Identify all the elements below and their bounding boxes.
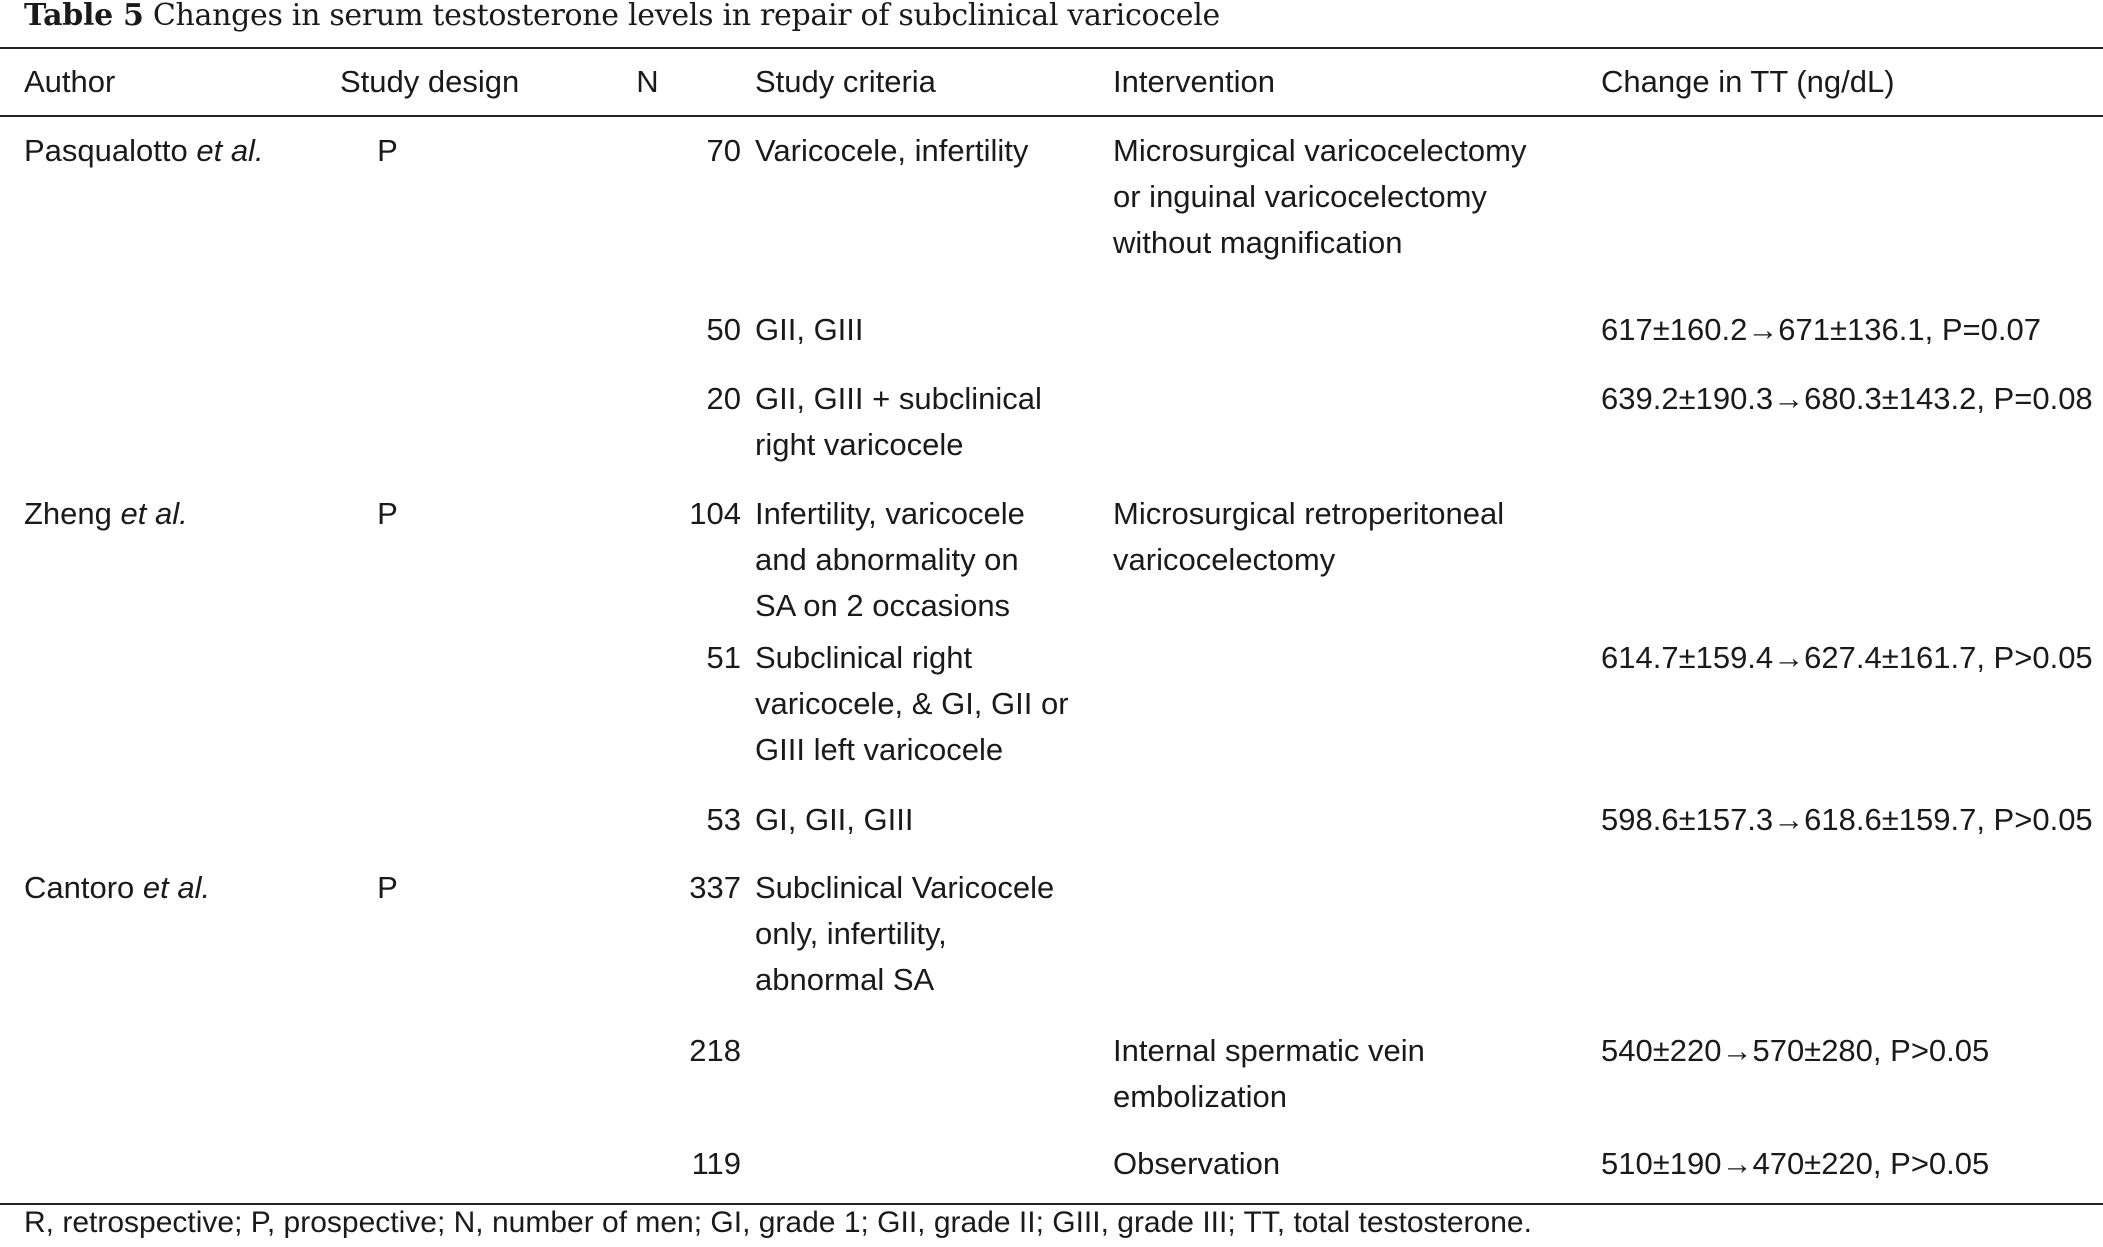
cell-design (340, 635, 585, 797)
cell-intervention: Microsurgical retroperitoneal varicocelectomy (1113, 496, 1505, 577)
table-row (0, 635, 2103, 797)
cell-intervention (1113, 635, 1601, 797)
header-row (0, 48, 2103, 116)
cell-change: 617±160.2→671±136.1, P=0.07 (1601, 312, 2041, 347)
cell-intervention: Internal spermatic vein embolization (1113, 1033, 1425, 1114)
cell-criteria (755, 1141, 1113, 1204)
table-row (0, 865, 2103, 1028)
cell-criteria: GII, GIII + subclinical right varicocele (755, 381, 1042, 462)
cell-criteria: Subclinical right varicocele, & GI, GII or GIII left varicocele (755, 640, 1069, 767)
cell-author (0, 287, 340, 356)
table-footnote: R, retrospective; P, prospective; N, number of men; GI, grade 1; GII, grade II; GIII, grade III; TT, total testosterone. (24, 1206, 1532, 1239)
cell-n: 104 (689, 496, 741, 531)
cell-author (0, 797, 340, 865)
cell-design (340, 287, 585, 356)
author-etal: et al. (134, 870, 211, 905)
cell-criteria: GII, GIII (755, 312, 864, 347)
header-author: Author (24, 64, 116, 99)
table-label: Table 5 (24, 0, 144, 33)
cell-criteria: Subclinical Varicocele only, infertility, abnormal SA (755, 870, 1055, 997)
table-row (0, 1028, 2103, 1141)
cell-criteria (755, 1028, 1113, 1141)
cell-author (0, 356, 340, 471)
cell-intervention (1113, 865, 1601, 1028)
cell-author (0, 116, 340, 287)
table-row (0, 797, 2103, 865)
cell-design (340, 1141, 585, 1204)
cell-intervention (1113, 356, 1601, 471)
author-name: Pasqualotto (24, 133, 188, 168)
table-caption (24, 0, 1220, 32)
cell-n: 119 (691, 1146, 741, 1181)
table-row (0, 1141, 2103, 1204)
cell-intervention (1113, 287, 1601, 356)
table-row (0, 116, 2103, 287)
table-row (0, 356, 2103, 471)
data-table (0, 47, 2103, 1205)
table-row (0, 471, 2103, 635)
cell-change: 614.7±159.4→627.4±161.7, P>0.05 (1601, 640, 2093, 675)
author-name: Cantoro (24, 870, 135, 905)
cell-change (1601, 471, 2103, 635)
cell-design (340, 797, 585, 865)
cell-change (1601, 116, 2103, 287)
header-study-design: Study design (340, 64, 520, 99)
cell-change: 510±190→470±220, P>0.05 (1601, 1146, 1990, 1181)
header-change-tt: Change in TT (ng/dL) (1601, 64, 1895, 99)
cell-design (340, 356, 585, 471)
cell-n: 337 (689, 870, 741, 905)
header-study-criteria: Study criteria (755, 64, 936, 99)
cell-design: P (377, 133, 398, 168)
cell-change (1601, 865, 2103, 1028)
author-etal: et al. (187, 133, 264, 168)
cell-author (0, 635, 340, 797)
cell-n: 70 (706, 133, 741, 168)
cell-criteria: Varicocele, infertility (755, 133, 1029, 168)
header-n: N (636, 64, 659, 99)
cell-criteria: Infertility, varicocele and abnormality on SA on 2 occasions (755, 496, 1025, 623)
table-row (0, 287, 2103, 356)
cell-design (340, 1028, 585, 1141)
cell-author (0, 471, 340, 635)
cell-author (0, 865, 340, 1028)
cell-n: 218 (689, 1033, 741, 1068)
table-title: Changes in serum testosterone levels in repair of subclinical varicocele (143, 0, 1220, 33)
cell-design: P (377, 496, 398, 531)
cell-intervention: Microsurgical varicocelectomy or inguinal varicocelectomy without magnification (1113, 133, 1527, 260)
cell-intervention (1113, 797, 1601, 865)
cell-intervention: Observation (1113, 1146, 1281, 1181)
cell-n: 50 (706, 312, 741, 347)
cell-author (0, 1141, 340, 1204)
cell-n: 53 (706, 802, 741, 837)
cell-change: 540±220→570±280, P>0.05 (1601, 1033, 1990, 1068)
cell-n: 20 (706, 381, 741, 416)
author-etal: et al. (111, 496, 188, 531)
cell-n: 51 (706, 640, 741, 675)
cell-change: 639.2±190.3→680.3±143.2, P=0.08 (1601, 381, 2093, 416)
cell-change: 598.6±157.3→618.6±159.7, P>0.05 (1601, 802, 2093, 837)
header-intervention: Intervention (1113, 64, 1275, 99)
cell-criteria: GI, GII, GIII (755, 802, 914, 837)
cell-design: P (377, 870, 398, 905)
cell-author (0, 1028, 340, 1141)
author-name: Zheng (24, 496, 112, 531)
